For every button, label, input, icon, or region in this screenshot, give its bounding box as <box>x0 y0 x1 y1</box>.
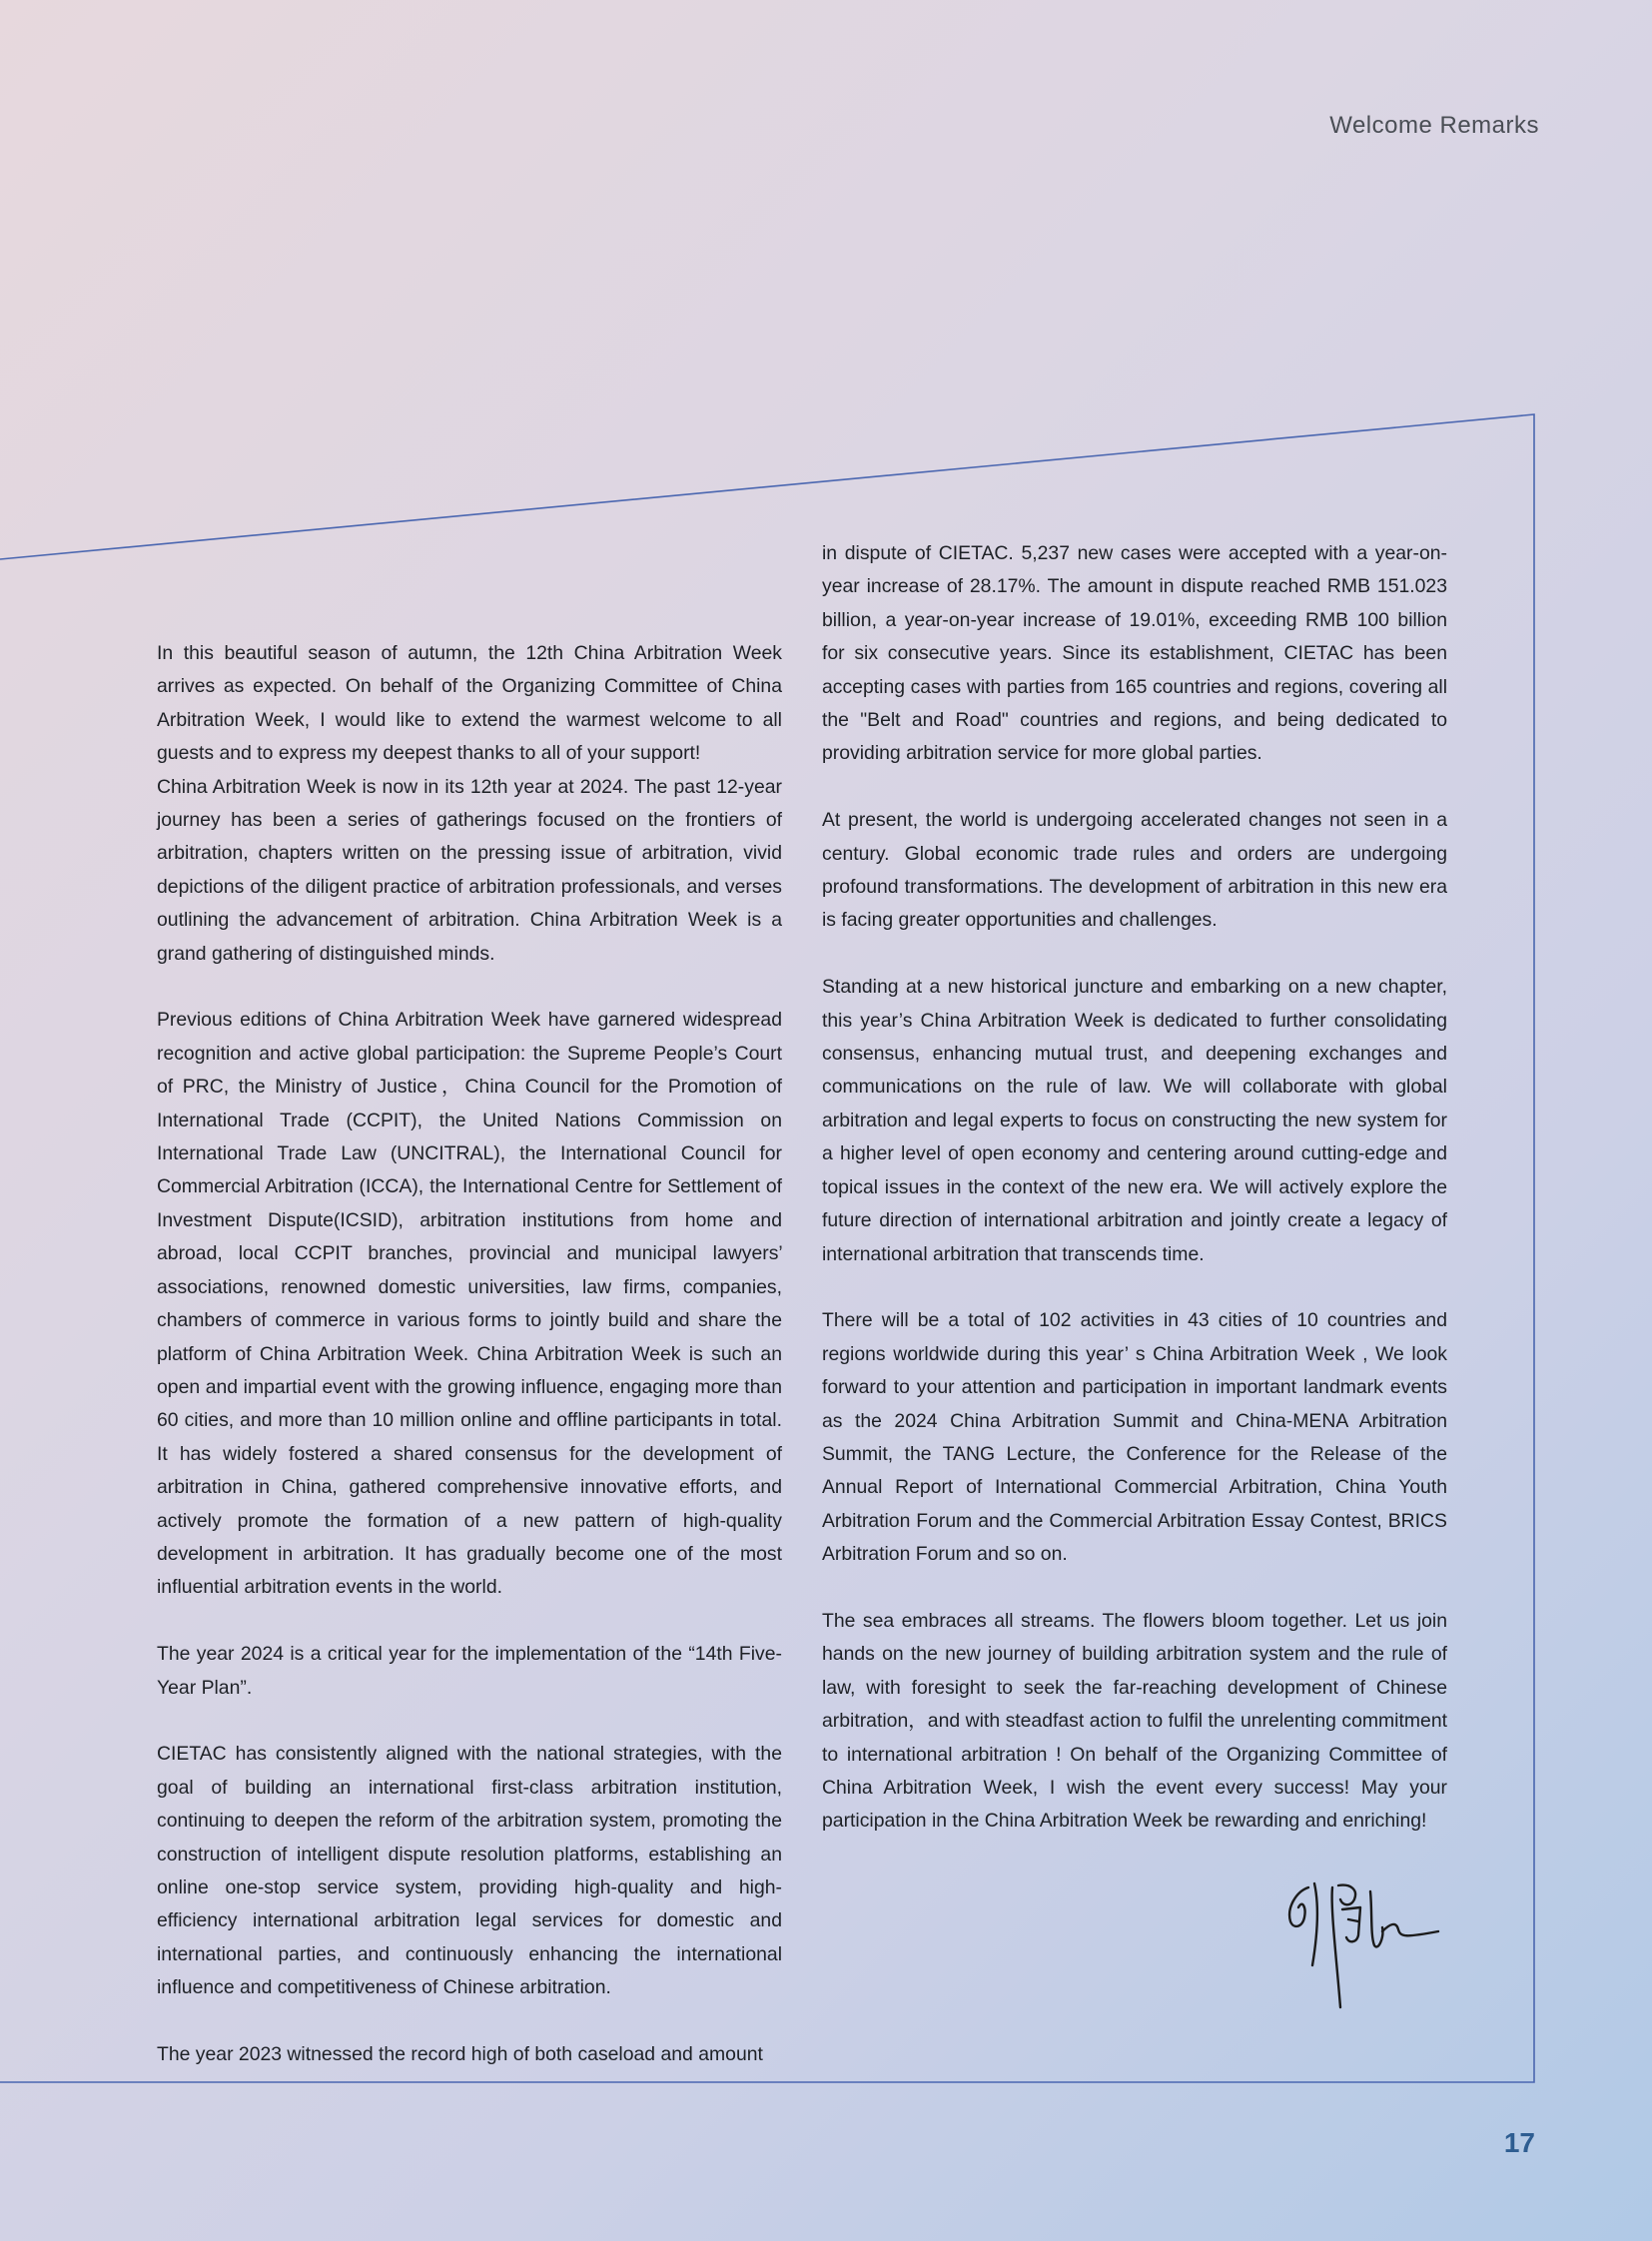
paragraph: The year 2024 is a critical year for the implementation of the “14th Five-Year Plan”. <box>157 1643 782 1699</box>
page-header-title: Welcome Remarks <box>1329 112 1539 139</box>
paragraph: In this beautiful season of autumn, the 12th China Arbitration Week arrives as expected. On behalf of the Organizing Committee of China Arbitration Week, I would like to extend the warmest welcome to all guests and to express my deepest thanks to all of your support! <box>157 642 782 765</box>
paragraph: CIETAC has consistently aligned with the national strategies, with the goal of building an international first-class arbitration institution, continuing to deepen the reform of the arbitration system, promoting the construction of intelligent dispute resolution platforms, establishing an online one-stop service system, providing high-quality and high-efficiency international arbitration legal services for domestic and international parties, and continuously enhancing the international influence and competitiveness of Chinese arbitration. <box>157 1743 782 1999</box>
paragraph: Standing at a new historical juncture and embarking on a new chapter, this year’s China Arbitration Week is dedicated to further consolidating consensus, enhancing mutual trust, and deepening exchanges and communications on the rule of law. We will collaborate with global arbitration and legal experts to focus on constructing the new system for a higher level of open economy and centering around cutting-edge and topical issues in the context of the new era. We will actively explore the future direction of international arbitration and jointly create a legacy of international arbitration that transcends time. <box>822 976 1447 1265</box>
left-column <box>157 637 802 2105</box>
paragraph: Previous editions of China Arbitration Week have garnered widespread recognition and active global participation: the Supreme People’s Court of PRC, the Ministry of Justice，China Council for the Promotion of International Trade (CCPIT), the United Nations Commission on International Trade Law (UNCITRAL), the International Council for Commercial Arbitration (ICCA), the International Centre for Settlement of Investment Dispute(ICSID), arbitration institutions from home and abroad, local CCPIT branches, provincial and municipal lawyers’ associations, renowned domestic universities, law firms, companies, chambers of commerce in various forms to jointly build and share the platform of China Arbitration Week. China Arbitration Week is such an open and impartial event with the growing influence, engaging more than 60 cities, and more than 10 million online and offline participants in total. It has widely fostered a shared consensus for the development of arbitration in China, gathered comprehensive innovative efforts, and actively promote the formation of a new pattern of high-quality development in arbitration. It has gradually become one of the most influential arbitration events in the world. <box>157 1009 802 1599</box>
paragraph: in dispute of CIETAC. 5,237 new cases were accepted with a year-on-year increase of 28.17%. The amount in dispute reached RMB 151.023 billion, a year-on-year increase of 19.01%, exceeding RMB 100 billion for six consecutive years. Since its establishment, CIETAC has been accepting cases with parties from 165 countries and regions, covering all the "Belt and Road" countries and regions, and being dedicated to providing arbitration service for more global parties. <box>822 542 1447 765</box>
paragraph: The sea embraces all streams. The flowers bloom together. Let us join hands on the new journey of building arbitration system and the rule of law, with foresight to seek the far-reaching development of Chinese arbitration，and with steadfast action to fulfil the unrelenting commitment to international arbitration ! On behalf of the Organizing Committee of China Arbitration Week, I wish the event every success! May your participation in the China Arbitration Week be rewarding and enriching! <box>822 1609 1447 1833</box>
paragraph: China Arbitration Week is now in its 12th year at 2024. The past 12-year journey has been a series of gatherings focused on the frontiers of arbitration, chapters written on the pressing issue of arbitration, vivid depictions of the diligent practice of arbitration professionals, and verses outlining the advancement of arbitration. China Arbitration Week is a grand gathering of distinguished minds. <box>157 775 782 965</box>
right-column <box>822 537 1447 1871</box>
paragraph: There will be a total of 102 activities in 43 cities of 10 countries and regions worldwide during this year’ s China Arbitration Week , We look forward to your attention and participation in important landmark events as the 2024 China Arbitration Summit and China-MENA Arbitration Summit, the TANG Lecture, the Conference for the Release of the Annual Report of International Commercial Arbitration, China Youth Arbitration Forum and the Commercial Arbitration Essay Contest, BRICS Arbitration Forum and so on. <box>822 1309 1447 1566</box>
paragraph: At present, the world is undergoing accelerated changes not seen in a century. Global economic trade rules and orders are undergoing profound transformations. The development of arbitration in this new era is facing greater opportunities and challenges. <box>822 809 1447 932</box>
page-number: 17 <box>1503 2127 1535 2158</box>
paragraph: The year 2023 witnessed the record high of both caseload and amount <box>157 2043 763 2065</box>
handwritten-signature <box>1278 1877 1448 2017</box>
